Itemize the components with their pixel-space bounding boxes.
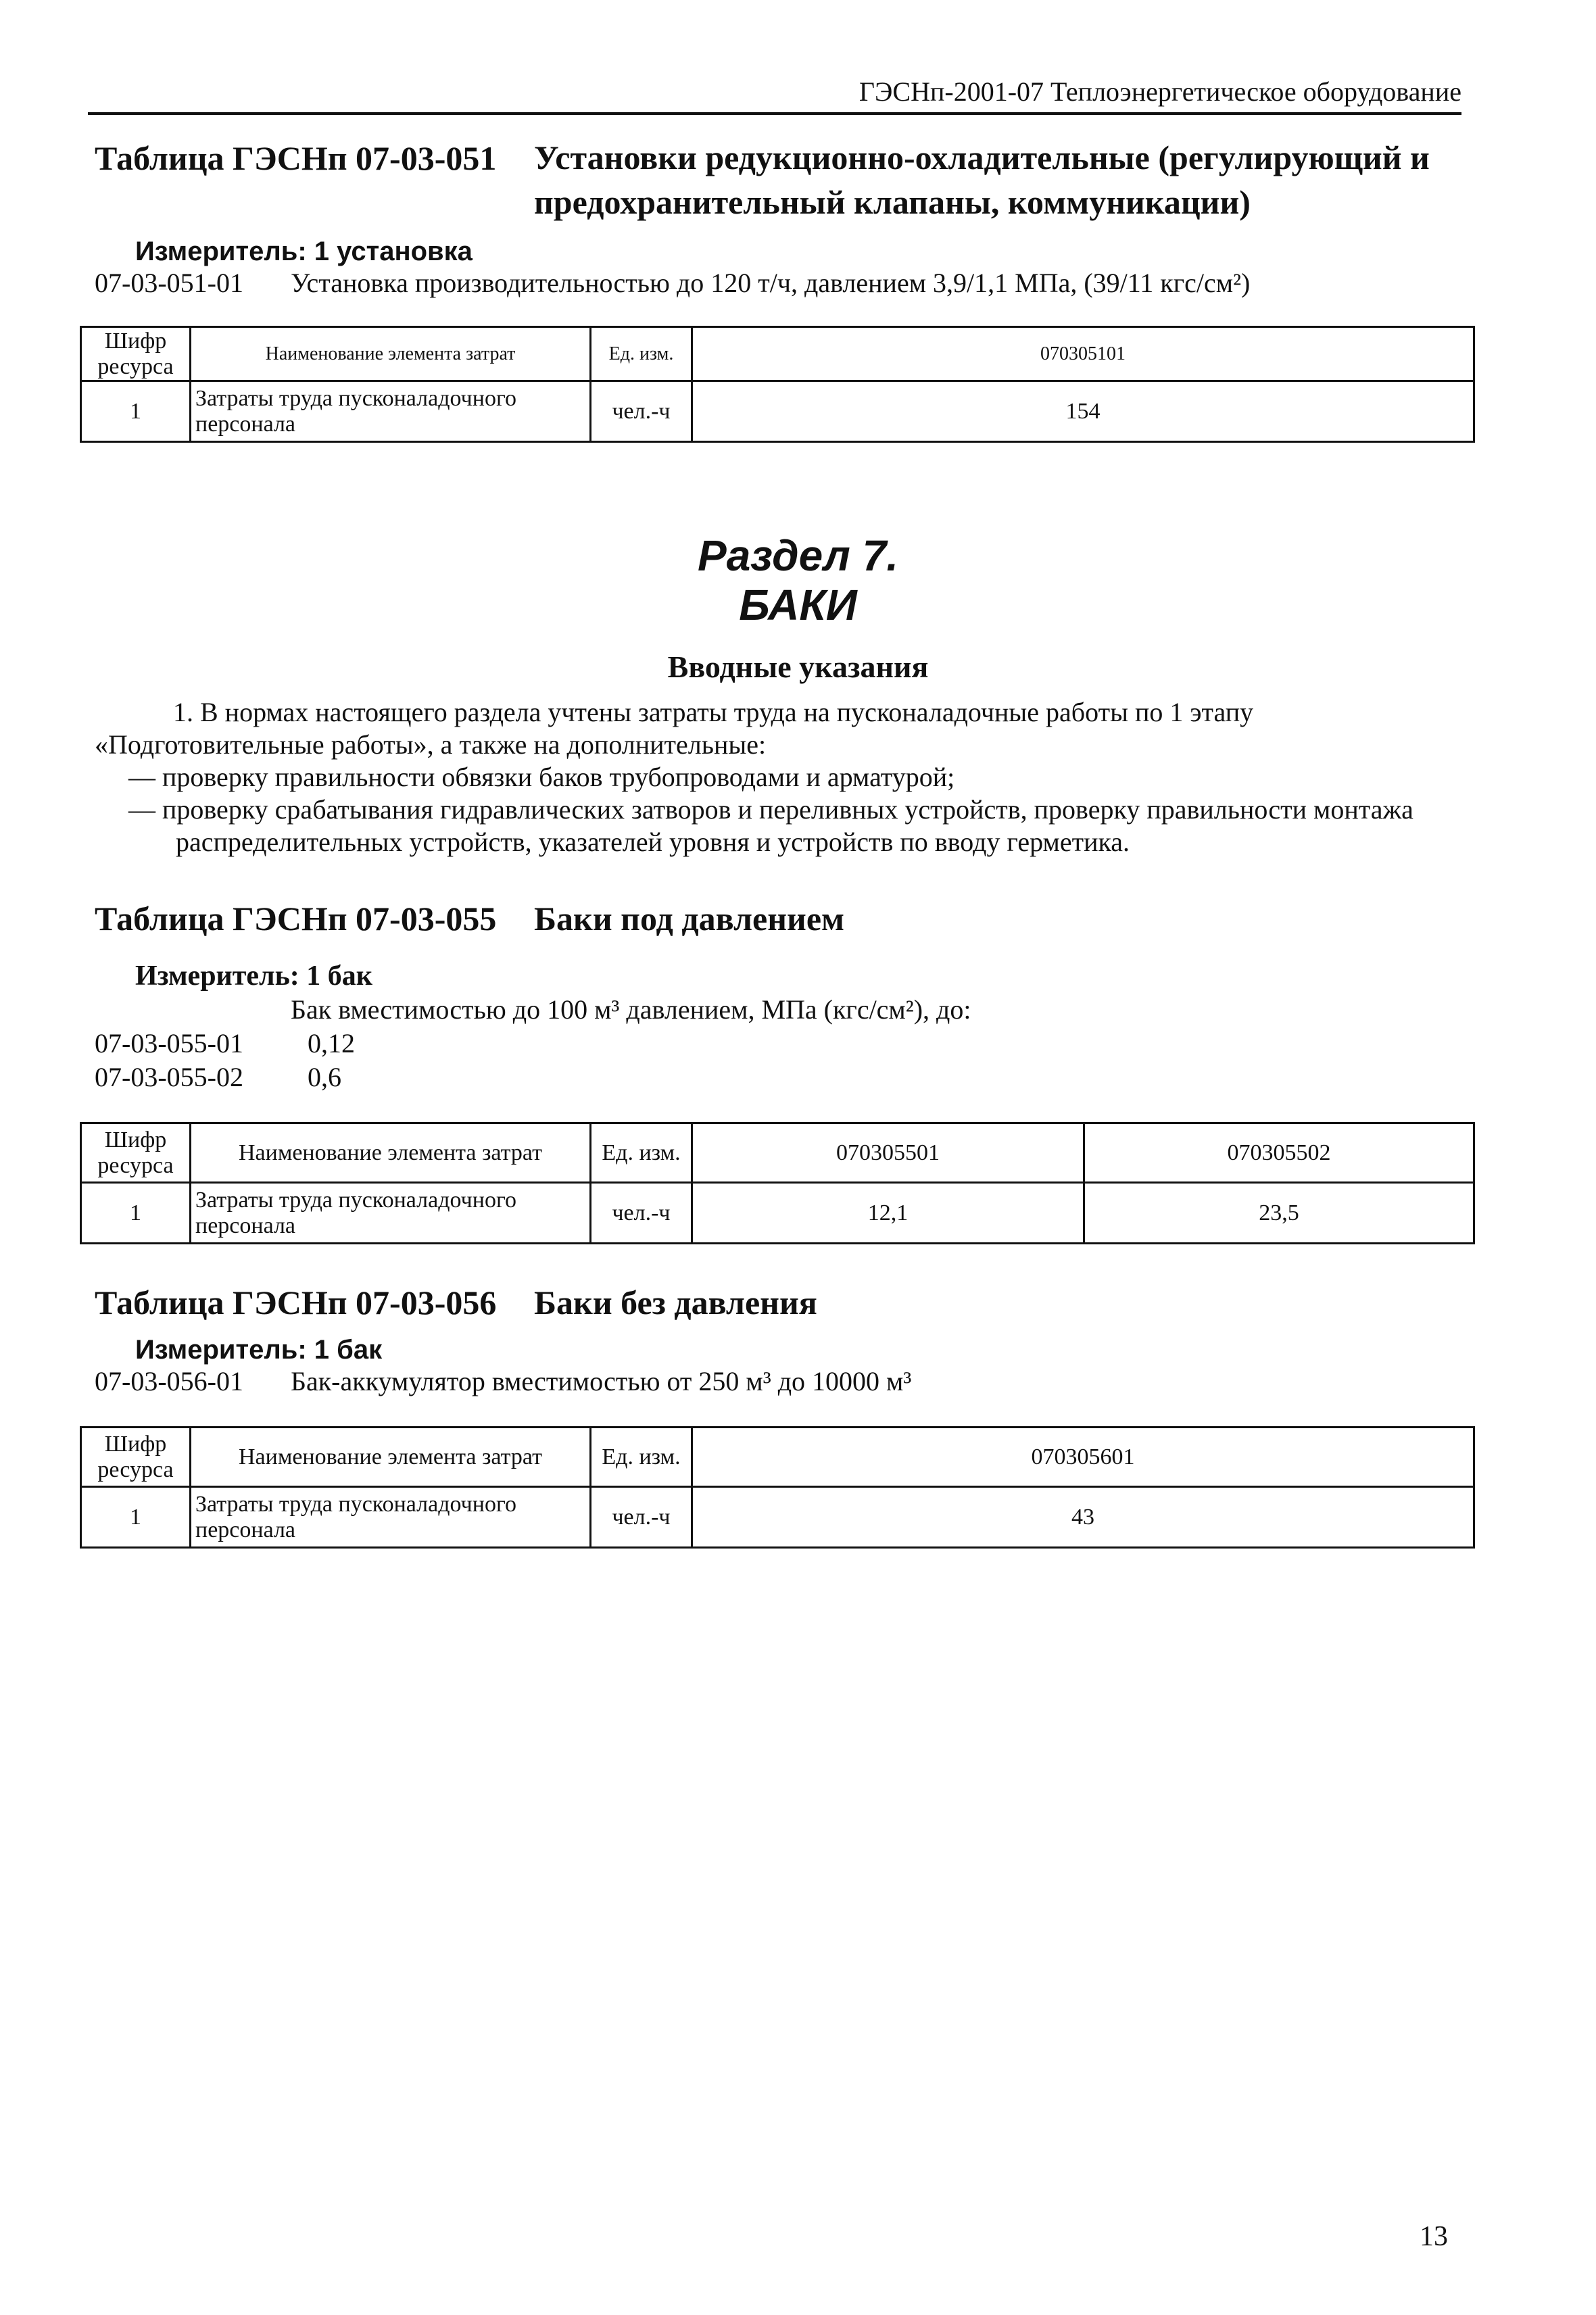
table-051-measure: Измеритель: 1 установка [135,237,473,266]
table-056-title: Таблица ГЭСНп 07-03-056 [95,1284,497,1321]
col-header-unit: Ед. изм. [591,1428,692,1487]
intro-bullet-2: — проверку срабатывания гидравлических затворов и переливных устройств, проверку правильности монтажа распределительных устройств, указателей уровня и устройств по вводу герметика. [128,794,1413,857]
row-value-1: 12,1 [692,1183,1084,1244]
row-code: 1 [81,381,191,442]
header-rule [88,112,1461,115]
table-056-row-code: 07-03-056-01 [95,1366,243,1396]
table-055-name: Баки под давлением [534,900,845,937]
col-header-norm: 070305101 [692,327,1474,381]
row-value: 43 [692,1487,1474,1548]
intro-paragraph: 1. В нормах настоящего раздела учтены затраты труда на пусконаладочные работы по 1 этапу «Подготовительные работы», а также на дополнительные: [95,697,1254,760]
table-055-title: Таблица ГЭСНп 07-03-055 [95,900,497,937]
col-header-code: Шифр ресурса [81,327,191,381]
col-header-unit: Ед. изм. [591,327,692,381]
row-code: 1 [81,1183,191,1244]
table-055-row-1-code: 07-03-055-01 [95,1028,243,1058]
col-header-unit: Ед. изм. [591,1123,692,1183]
row-value-2: 23,5 [1084,1183,1474,1244]
row-name: Затраты труда пусконаладочного персонала [191,381,591,442]
table-056-name: Баки без давления [534,1284,817,1321]
table-055-group-desc: Бак вместимостью до 100 м³ давлением, МПа (кгс/см²), до: [291,994,971,1025]
intro-bullet-1: — проверку правильности обвязки баков трубопроводами и арматурой; [128,762,955,792]
row-value: 154 [692,381,1474,442]
section-name: БАКИ [739,581,857,629]
col-header-norm: 070305601 [692,1428,1474,1487]
table-051-row-code: 07-03-051-01 [95,268,243,298]
table-051-grid [80,326,1475,443]
table-055-row-2-code: 07-03-055-02 [95,1062,243,1092]
row-name: Затраты труда пусконаладочного персонала [191,1183,591,1244]
section-number: Раздел 7. [698,531,898,580]
col-header-name: Наименование элемента затрат [191,1428,591,1487]
table-051-title: Таблица ГЭСНп 07-03-051 [95,139,497,177]
table-056-row-desc: Бак-аккумулятор вместимостью от 250 м³ до 10000 м³ [291,1366,912,1396]
col-header-name: Наименование элемента затрат [191,327,591,381]
table-056-grid [80,1426,1475,1549]
table-056-measure: Измеритель: 1 бак [135,1335,383,1365]
table-055-row-2-desc: 0,6 [308,1062,341,1092]
col-header-code: Шифр ресурса [81,1428,191,1487]
col-header-norm-2: 070305502 [1084,1123,1474,1183]
col-header-norm-1: 070305501 [692,1123,1084,1183]
row-unit: чел.-ч [591,1487,692,1548]
table-055-row-1-desc: 0,12 [308,1028,355,1058]
table-051-row-desc: Установка производительностью до 120 т/ч, давлением 3,9/1,1 МПа, (39/11 кгс/см²) [291,268,1251,298]
table-055-grid [80,1122,1475,1244]
col-header-name: Наименование элемента затрат [191,1123,591,1183]
row-name: Затраты труда пусконаладочного персонала [191,1487,591,1548]
intro-heading: Вводные указания [667,650,929,684]
row-code: 1 [81,1487,191,1548]
row-unit: чел.-ч [591,1183,692,1244]
row-unit: чел.-ч [591,381,692,442]
table-051-name: Установки редукционно-охладительные (регулирующий и предохранительный клапаны, коммуникации) [534,139,1430,221]
page-number: 13 [1420,2221,1448,2252]
table-055-measure: Измеритель: 1 бак [135,960,372,992]
running-header: ГЭСНп-2001-07 Теплоэнергетическое оборудование [859,76,1461,107]
col-header-code: Шифр ресурса [81,1123,191,1183]
